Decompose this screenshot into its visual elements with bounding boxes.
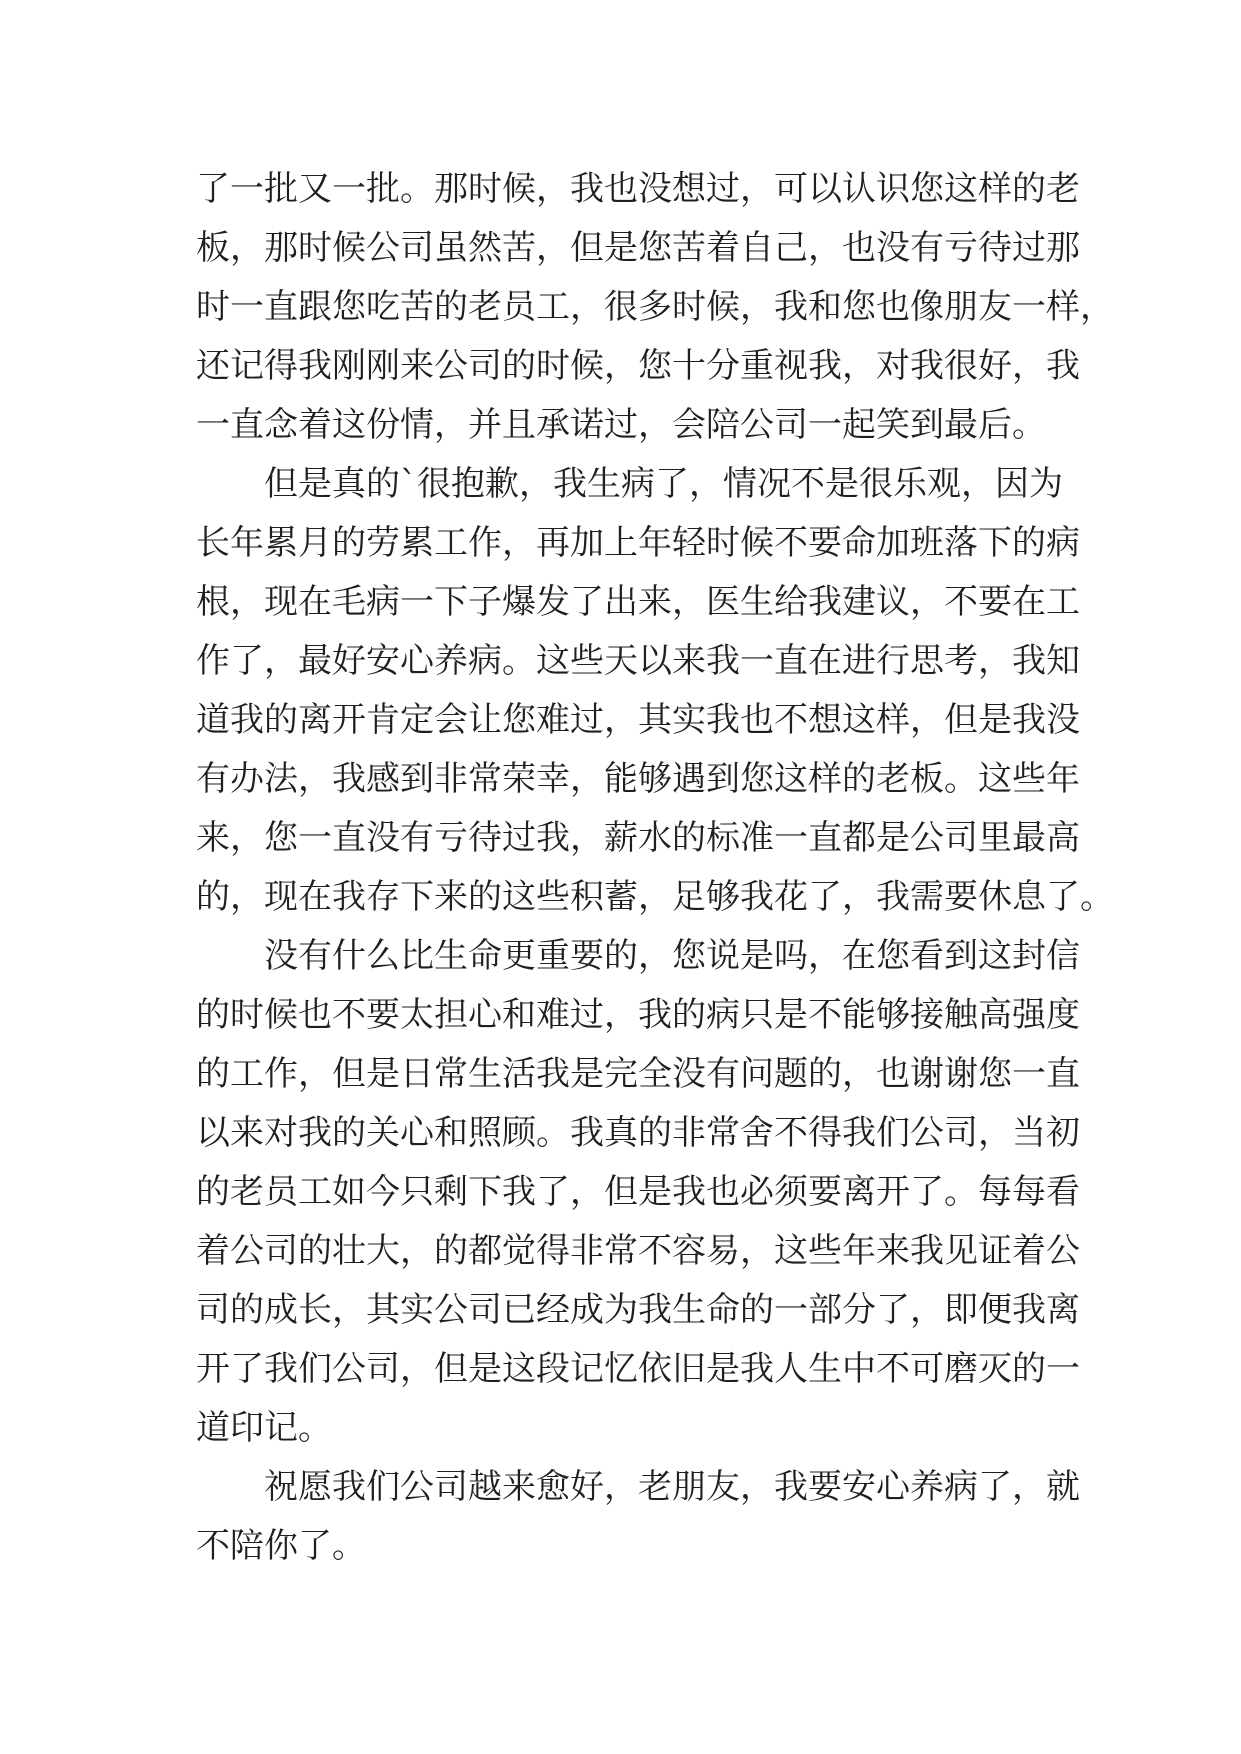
text-line: 有办法，我感到非常荣幸，能够遇到您这样的老板。这些年 [196,759,1080,799]
text-line: 没有什么比生命更重要的，您说是吗，在您看到这封信 [264,936,1080,976]
text-line: 祝愿我们公司越来愈好，老朋友，我要安心养病了，就 [264,1467,1080,1507]
text-line: 的老员工如今只剩下我了，但是我也必须要离开了。每每看 [196,1172,1080,1212]
text-line: 司的成长，其实公司已经成为我生命的一部分了，即便我离 [196,1290,1080,1330]
text-line: 了一批又一批。那时候，我也没想过，可以认识您这样的老 [196,169,1080,209]
text-line: 还记得我刚刚来公司的时候，您十分重视我，对我很好，我 [196,346,1080,386]
text-line: 的时候也不要太担心和难过，我的病只是不能够接触高强度 [196,995,1080,1035]
text-line: 以来对我的关心和照顾。我真的非常舍不得我们公司，当初 [196,1113,1080,1153]
text-line: 道印记。 [196,1408,332,1448]
text-line: 时一直跟您吃苦的老员工，很多时候，我和您也像朋友一样， [196,287,1114,327]
paragraph [196,455,1114,927]
text-line: 着公司的壮大，的都觉得非常不容易，这些年来我见证着公 [196,1231,1080,1271]
paragraph [196,160,1114,455]
letter-body [196,160,1114,1576]
text-line: 开了我们公司，但是这段记忆依旧是我人生中不可磨灭的一 [196,1349,1080,1389]
text-line: 的工作，但是日常生活我是完全没有问题的，也谢谢您一直 [196,1054,1080,1094]
text-line: 长年累月的劳累工作，再加上年轻时候不要命加班落下的病 [196,523,1080,563]
text-line: 不陪你了。 [196,1526,366,1566]
text-line: 来，您一直没有亏待过我，薪水的标准一直都是公司里最高 [196,818,1080,858]
text-line: 一直念着这份情，并且承诺过，会陪公司一起笑到最后。 [196,405,1046,445]
paragraph [196,1458,1080,1576]
text-line: 但是真的`很抱歉，我生病了，情况不是很乐观，因为 [264,464,1063,504]
paragraph [196,927,1080,1458]
text-line: 作了，最好安心养病。这些天以来我一直在进行思考，我知 [196,641,1080,681]
text-line: 根，现在毛病一下子爆发了出来，医生给我建议，不要在工 [196,582,1080,622]
text-line: 板，那时候公司虽然苦，但是您苦着自己，也没有亏待过那 [196,228,1080,268]
text-line: 的，现在我存下来的这些积蓄，足够我花了，我需要休息了。 [196,877,1114,917]
text-line: 道我的离开肯定会让您难过，其实我也不想这样，但是我没 [196,700,1080,740]
